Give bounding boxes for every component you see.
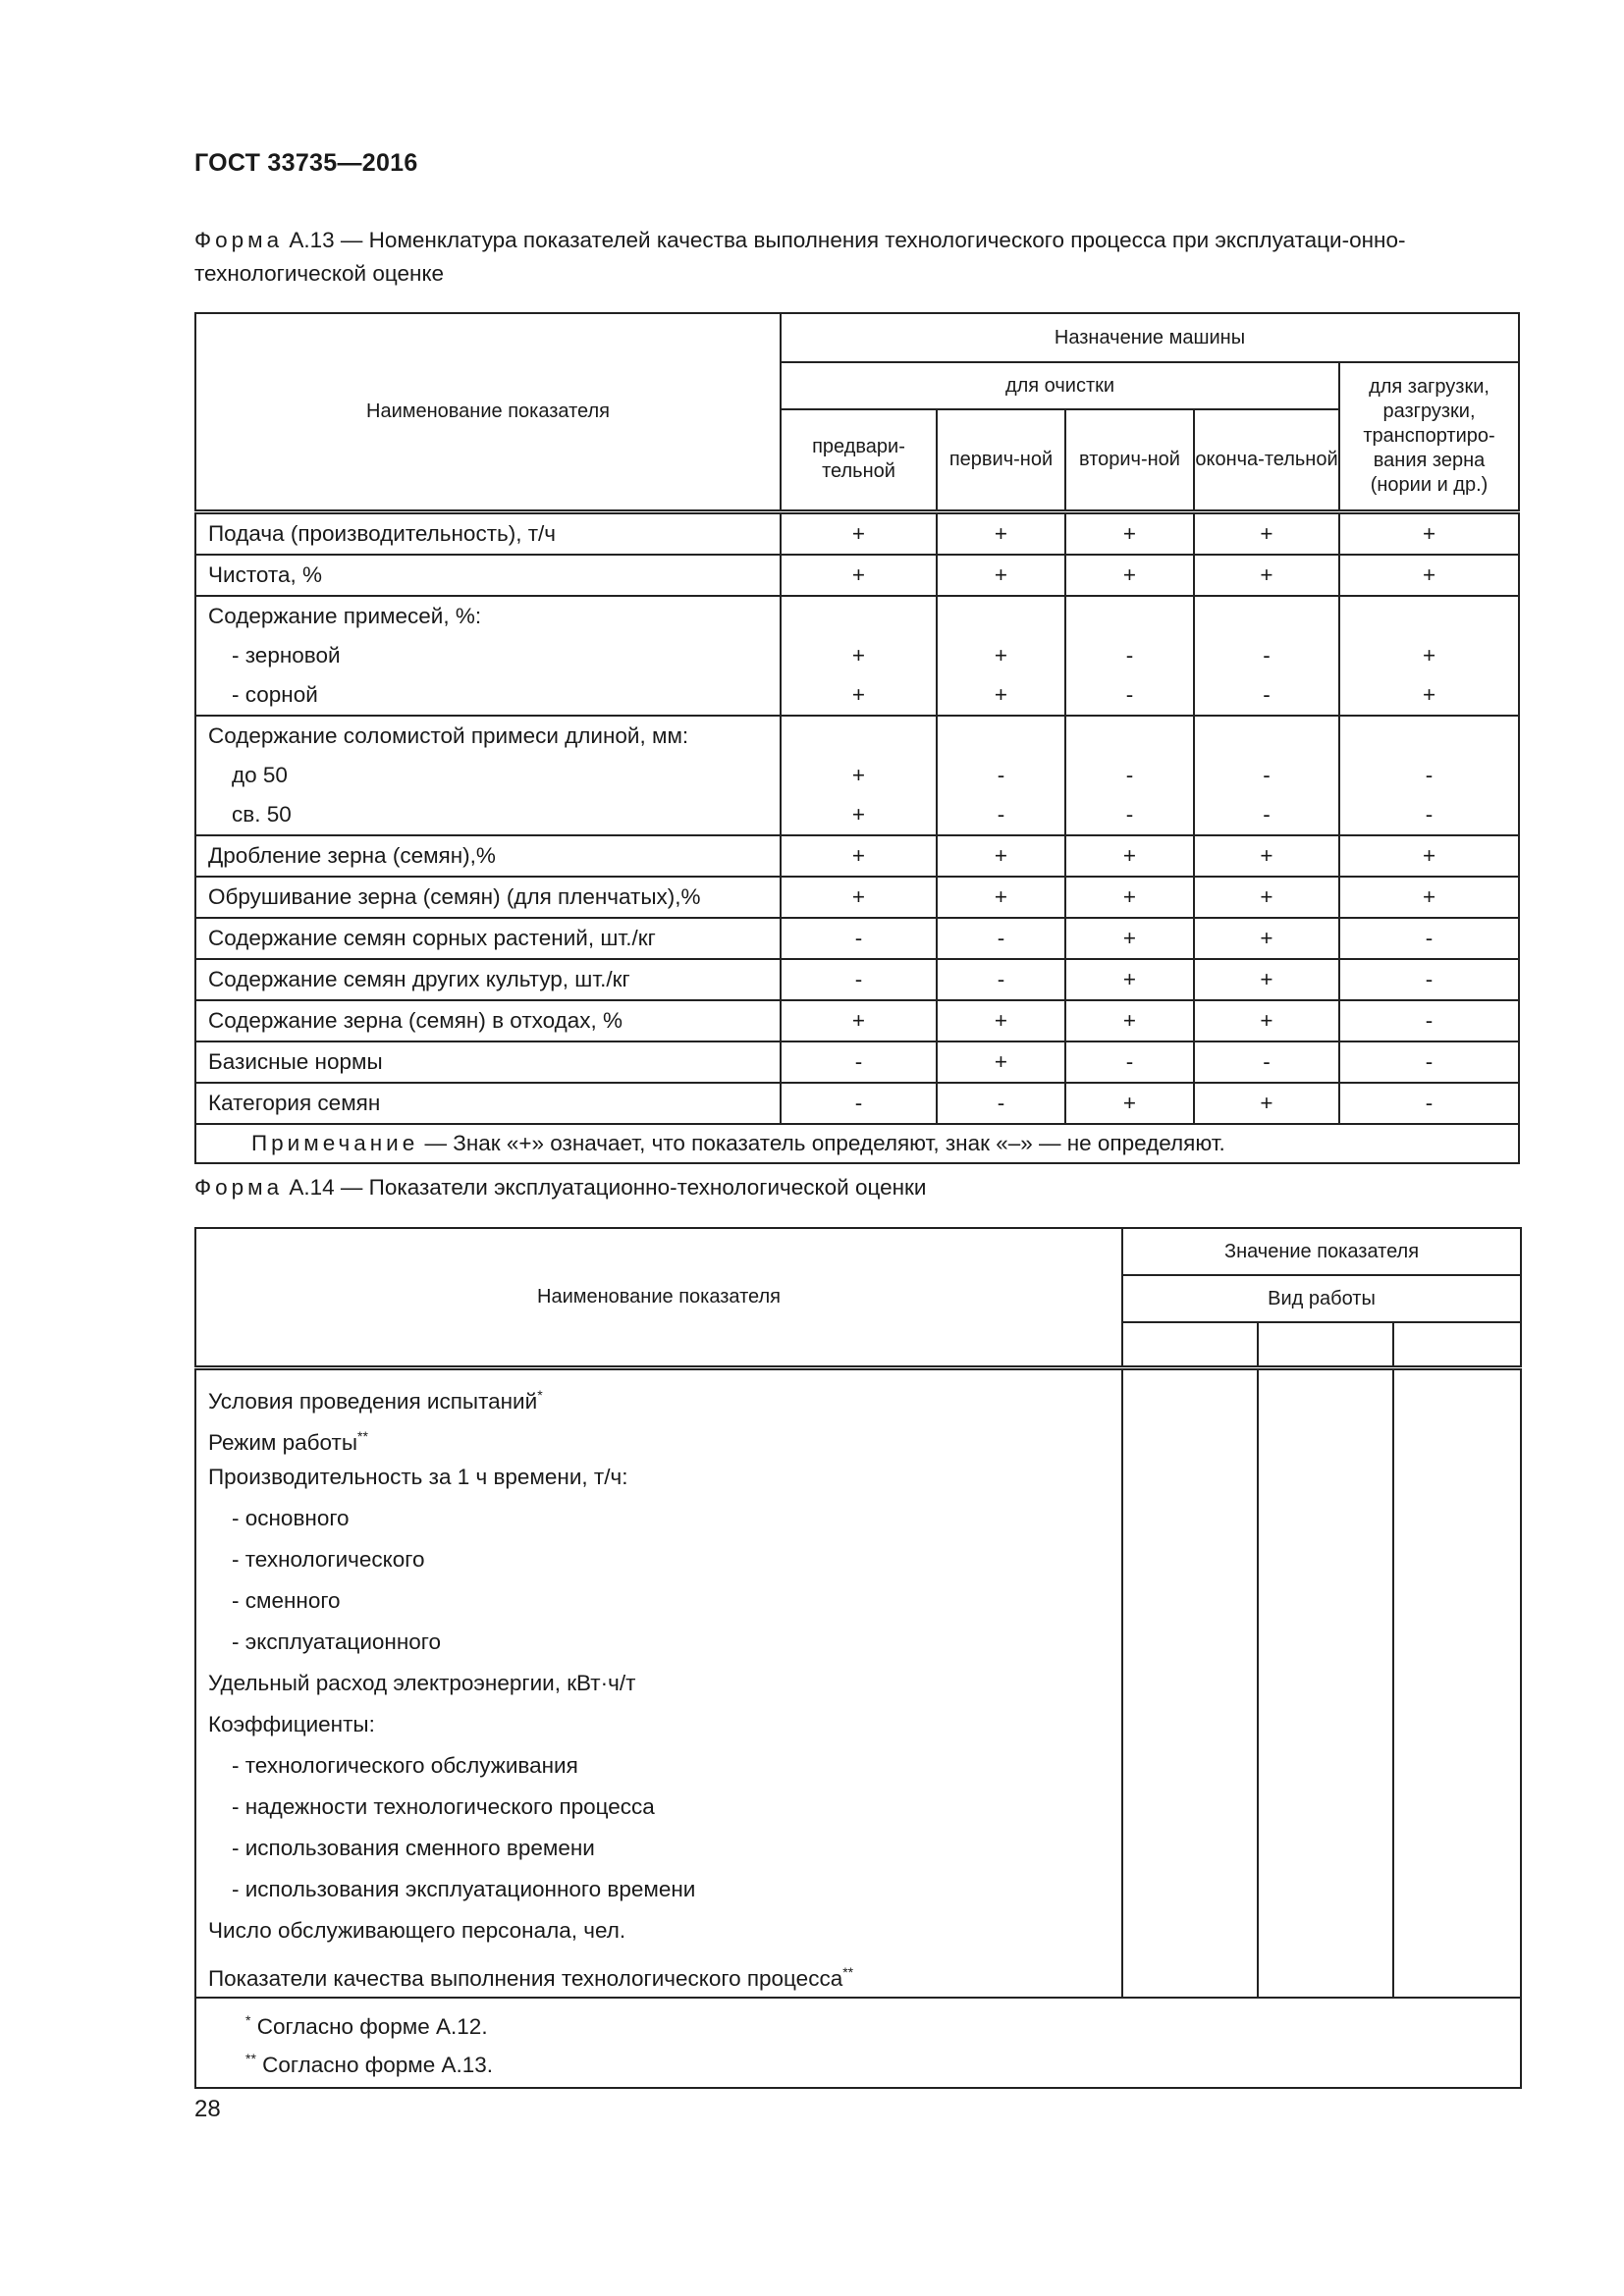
form13-sign-value: + bbox=[1260, 842, 1273, 868]
form13-sign-cell bbox=[937, 511, 1065, 555]
form14-indicator-line bbox=[208, 1580, 1121, 1622]
form14-indicator-text: - использования эксплуатационного времени bbox=[232, 1876, 696, 1901]
form13-row-line: Категория семян bbox=[208, 1090, 381, 1115]
form13-sign-cell bbox=[1339, 555, 1519, 596]
form13-sign-cell bbox=[781, 511, 937, 555]
form13-row-line: Чистота, % bbox=[208, 561, 322, 587]
footnote-text: Согласно форме А.13. bbox=[255, 2052, 494, 2077]
form13-sign-value: + bbox=[1260, 966, 1273, 991]
form13-sign-cell bbox=[781, 596, 937, 716]
form13-sign-cell bbox=[1065, 511, 1194, 555]
form13-sign-cell bbox=[781, 835, 937, 877]
form13-subcol-preliminary: предвари-тельной bbox=[781, 409, 937, 511]
form13-sign-cell bbox=[781, 959, 937, 1000]
form14-indicator-line bbox=[208, 1869, 1121, 1910]
form14-indicator-line bbox=[208, 1745, 1121, 1787]
form13-col-name: Наименование показателя bbox=[195, 313, 781, 511]
form14-indicator-line bbox=[208, 1498, 1121, 1539]
form13-sign-value: - bbox=[1263, 1048, 1271, 1074]
form14-col-value: Значение показателя bbox=[1122, 1228, 1521, 1275]
form13-sign-cell bbox=[1194, 511, 1339, 555]
form14-indicator-line bbox=[208, 1828, 1121, 1869]
form13-sign-cell bbox=[1339, 877, 1519, 918]
form14-indicator-line bbox=[208, 1457, 1121, 1498]
form14-value-col-2 bbox=[1258, 1367, 1393, 1998]
form13-row-line: Содержание зерна (семян) в отходах, % bbox=[208, 1007, 623, 1033]
form13-sign-cell bbox=[781, 1000, 937, 1041]
form13-sign-value bbox=[938, 597, 1064, 636]
form13-caption-text: А.13 — Номенклатура показателей качества выполнения технологического процесса при эксплуатаци-онно-технологической оценке bbox=[194, 228, 1406, 286]
form13-sign-cell bbox=[937, 1000, 1065, 1041]
form14-indicator-text: Удельный расход электроэнергии, кВт·ч/т bbox=[208, 1670, 636, 1695]
form13-sign-value: - bbox=[997, 1090, 1005, 1115]
form13-sign-value: + bbox=[851, 642, 866, 667]
form13-sign-value: + bbox=[1260, 520, 1273, 546]
form13-row-name bbox=[195, 716, 781, 835]
form14-value-col-3 bbox=[1393, 1367, 1521, 1998]
form13-sign-value bbox=[1340, 717, 1518, 756]
form14-indicator-line bbox=[208, 1622, 1121, 1663]
form14-indicator-text: Режим работы bbox=[208, 1429, 358, 1455]
footnote-text: Согласно форме А.12. bbox=[250, 2013, 488, 2039]
form13-sign-value: + bbox=[1122, 883, 1137, 909]
form13-row-name bbox=[195, 1000, 781, 1041]
form13-sign-cell bbox=[781, 877, 937, 918]
form13-sign-value: - bbox=[1125, 642, 1134, 667]
form13-sign-value: - bbox=[997, 801, 1005, 827]
form13-sign-value: - bbox=[1425, 801, 1434, 827]
form13-sign-cell bbox=[937, 596, 1065, 716]
form13-sign-value: + bbox=[1422, 561, 1436, 587]
form13-sign-value: + bbox=[851, 842, 866, 868]
form13-sign-cell bbox=[1339, 918, 1519, 959]
form13-row-name bbox=[195, 1041, 781, 1083]
form14-indicator-list bbox=[195, 1367, 1122, 1998]
form13-sign-cell bbox=[1339, 959, 1519, 1000]
form13-sign-cell bbox=[1194, 835, 1339, 877]
form13-sign-value: + bbox=[994, 1048, 1008, 1074]
form13-sign-value: + bbox=[851, 520, 866, 546]
form13-caption bbox=[194, 224, 1516, 291]
form14-indicator-line bbox=[208, 1910, 1121, 1951]
form13-sign-value bbox=[1066, 717, 1193, 756]
form13-sign-value: + bbox=[994, 681, 1008, 707]
form13-sign-cell bbox=[781, 555, 937, 596]
form13-sign-cell bbox=[1194, 877, 1339, 918]
form13-row-line: до 50 bbox=[232, 762, 288, 787]
form14-indicator-text: - надежности технологического процесса bbox=[232, 1793, 655, 1819]
form13-sign-value bbox=[938, 717, 1064, 756]
form13-sign-value: - bbox=[1425, 1090, 1434, 1115]
form13-sign-cell bbox=[1065, 1000, 1194, 1041]
form13-sign-cell bbox=[781, 1041, 937, 1083]
form13-sign-value: + bbox=[1422, 842, 1436, 868]
form13-sign-value: - bbox=[1425, 925, 1434, 950]
form13-sign-cell bbox=[1194, 1000, 1339, 1041]
form13-sign-cell bbox=[1194, 716, 1339, 835]
form13-row-name bbox=[195, 1083, 781, 1124]
form13-subcol-final: оконча-тельной bbox=[1194, 409, 1339, 511]
form13-sign-value: + bbox=[1260, 925, 1273, 950]
form13-sign-value: + bbox=[1260, 1007, 1273, 1033]
form13-sign-value: - bbox=[1125, 801, 1134, 827]
form14-value-col-1 bbox=[1122, 1367, 1258, 1998]
form13-sign-cell bbox=[937, 918, 1065, 959]
form13-sign-cell bbox=[1194, 596, 1339, 716]
form13-sign-value: + bbox=[994, 1007, 1008, 1033]
form14-indicator-line bbox=[208, 1415, 1121, 1457]
form14-col-name: Наименование показателя bbox=[195, 1228, 1122, 1367]
form13-sign-cell bbox=[1065, 555, 1194, 596]
form13-sign-cell bbox=[1194, 959, 1339, 1000]
form13-sign-cell bbox=[1339, 1083, 1519, 1124]
form13-sign-cell bbox=[1194, 1041, 1339, 1083]
form13-row-line: Содержание семян сорных растений, шт./кг bbox=[208, 925, 656, 950]
document-header: ГОСТ 33735—2016 bbox=[194, 149, 418, 177]
form13-sign-cell bbox=[1065, 716, 1194, 835]
form13-sign-cell bbox=[1194, 1083, 1339, 1124]
form13-sign-value: - bbox=[854, 925, 863, 950]
form13-sign-cell bbox=[937, 1041, 1065, 1083]
form13-sign-value: + bbox=[1122, 1007, 1137, 1033]
form14-indicator-text: - использования сменного времени bbox=[232, 1835, 595, 1860]
form13-row-name bbox=[195, 596, 781, 716]
form13-row-name bbox=[195, 877, 781, 918]
form13-sign-cell bbox=[781, 918, 937, 959]
form13-sign-value: - bbox=[854, 1090, 863, 1115]
form13-subcol-primary: первич-ной bbox=[937, 409, 1065, 511]
form14-indicator-text: Коэффициенты: bbox=[208, 1711, 375, 1736]
form14-worktype-cell-3 bbox=[1393, 1322, 1521, 1367]
form14-indicator-line bbox=[208, 1704, 1121, 1745]
form13-row-name bbox=[195, 959, 781, 1000]
form13-sign-value: + bbox=[1122, 520, 1137, 546]
form13-sign-value: + bbox=[851, 801, 866, 827]
form13-row-line: - зерновой bbox=[232, 642, 341, 667]
form13-subcol-secondary: вторич-ной bbox=[1065, 409, 1194, 511]
form13-row-name bbox=[195, 835, 781, 877]
form13-sign-value: - bbox=[1125, 762, 1134, 787]
form13-sign-value: + bbox=[994, 520, 1008, 546]
form14-worktype-cell-1 bbox=[1122, 1322, 1258, 1367]
form13-sign-value: + bbox=[1422, 681, 1436, 707]
form13-sign-value: + bbox=[1122, 561, 1137, 587]
form13-sign-value: - bbox=[997, 966, 1005, 991]
form14-indicator-line bbox=[208, 1787, 1121, 1828]
form13-col-purpose: Назначение машины bbox=[781, 313, 1519, 362]
form13-note-word: Примечание bbox=[251, 1130, 419, 1155]
footnote-mark: ** bbox=[245, 2050, 256, 2066]
form14-indicator-text: Показатели качества выполнения технологического процесса bbox=[208, 1965, 843, 1991]
form13-sign-value: - bbox=[854, 1048, 863, 1074]
form13-sign-value: + bbox=[994, 642, 1008, 667]
form13-sign-value bbox=[1195, 717, 1338, 756]
form13-sign-value: + bbox=[1422, 883, 1436, 909]
form13-sign-value: + bbox=[1422, 520, 1436, 546]
form14-indicator-text: - технологического bbox=[232, 1546, 425, 1572]
form13-sign-value: + bbox=[1122, 925, 1137, 950]
form13-sign-value: - bbox=[1125, 1048, 1134, 1074]
form13-sign-cell bbox=[1194, 918, 1339, 959]
form13-sign-value: - bbox=[1425, 966, 1434, 991]
form13-sign-value: - bbox=[997, 925, 1005, 950]
form14-indicator-line bbox=[208, 1539, 1121, 1580]
form14-indicator-line bbox=[208, 1663, 1121, 1704]
form14-caption-word: Форма bbox=[194, 1175, 284, 1200]
footnote-mark: ** bbox=[357, 1427, 368, 1444]
form13-sign-cell bbox=[1065, 959, 1194, 1000]
form13-sign-value: + bbox=[994, 883, 1008, 909]
form13-sign-value: - bbox=[1263, 681, 1271, 707]
form13-sign-value: - bbox=[1263, 801, 1271, 827]
form13-sign-cell bbox=[937, 1083, 1065, 1124]
form14-worktype-cell-2 bbox=[1258, 1322, 1393, 1367]
form13-sign-value bbox=[1066, 597, 1193, 636]
form13-sign-cell bbox=[1065, 877, 1194, 918]
form13-row-line: Содержание примесей, %: bbox=[208, 603, 482, 628]
form13-sign-value: + bbox=[851, 762, 866, 787]
form13-sign-value: - bbox=[1263, 642, 1271, 667]
form14-indicator-line bbox=[208, 1951, 1121, 1993]
form13-sign-value bbox=[1340, 597, 1518, 636]
form13-note-text: — Знак «+» означает, что показатель определяют, знак «–» — не определяют. bbox=[418, 1130, 1225, 1155]
form13-sign-cell bbox=[937, 835, 1065, 877]
form13-sign-cell bbox=[1065, 918, 1194, 959]
form13-row-line: Обрушивание зерна (семян) (для пленчатых),% bbox=[208, 883, 701, 909]
form13-sign-value: + bbox=[851, 681, 866, 707]
form14-indicator-text: - сменного bbox=[232, 1587, 341, 1613]
form13-sign-cell bbox=[937, 959, 1065, 1000]
form14-caption-text: А.14 — Показатели эксплуатационно-технологической оценки bbox=[289, 1175, 927, 1200]
form13-sign-value: + bbox=[1122, 842, 1137, 868]
form13-sign-value: - bbox=[1425, 762, 1434, 787]
form13-row-name bbox=[195, 511, 781, 555]
form13-sign-cell bbox=[1065, 1041, 1194, 1083]
form13-sign-value: + bbox=[1122, 1090, 1137, 1115]
form13-caption-word: Форма bbox=[194, 228, 284, 252]
form13-sign-cell bbox=[937, 555, 1065, 596]
form13-row-name bbox=[195, 918, 781, 959]
footnote-mark: * bbox=[537, 1386, 543, 1403]
form14-indicator-text: Производительность за 1 ч времени, т/ч: bbox=[208, 1464, 628, 1489]
form13-sign-value: - bbox=[1425, 1048, 1434, 1074]
form13-sign-value: + bbox=[1260, 883, 1273, 909]
form14-table bbox=[194, 1227, 1522, 2089]
form13-sign-value: - bbox=[1125, 681, 1134, 707]
form14-indicator-text: - эксплуатационного bbox=[232, 1629, 442, 1654]
form13-sign-value bbox=[782, 717, 936, 756]
form13-sign-value: + bbox=[1122, 966, 1137, 991]
form13-row-line: Дробление зерна (семян),% bbox=[208, 842, 496, 868]
form13-sign-cell bbox=[781, 1083, 937, 1124]
form13-col-cleaning: для очистки bbox=[781, 362, 1339, 409]
form14-indicator-text: Число обслуживающего персонала, чел. bbox=[208, 1917, 626, 1943]
form14-indicator-text: - технологического обслуживания bbox=[232, 1752, 578, 1778]
form13-sign-value: - bbox=[1425, 1007, 1434, 1033]
form13-sign-cell bbox=[1339, 596, 1519, 716]
form13-sign-cell bbox=[1065, 596, 1194, 716]
form13-sign-cell bbox=[1339, 1000, 1519, 1041]
form13-col-loading: для загрузки, разгрузки, транспортиро-вания зерна (нории и др.) bbox=[1339, 362, 1519, 511]
form13-sign-cell bbox=[1065, 835, 1194, 877]
form14-col-worktype: Вид работы bbox=[1122, 1275, 1521, 1322]
form13-sign-value: + bbox=[851, 1007, 866, 1033]
form14-footnote bbox=[245, 2043, 1520, 2081]
form13-row-line: св. 50 bbox=[232, 801, 292, 827]
form13-sign-value: + bbox=[994, 842, 1008, 868]
form13-sign-value: + bbox=[1260, 561, 1273, 587]
form13-sign-cell bbox=[781, 716, 937, 835]
form13-sign-value: - bbox=[854, 966, 863, 991]
form14-caption bbox=[194, 1171, 1516, 1204]
form13-sign-value: + bbox=[1260, 1090, 1273, 1115]
form13-row-line: Содержание семян других культур, шт./кг bbox=[208, 966, 630, 991]
form13-sign-value: + bbox=[1422, 642, 1436, 667]
form13-sign-cell bbox=[1194, 555, 1339, 596]
form13-sign-cell bbox=[937, 716, 1065, 835]
form13-sign-cell bbox=[1339, 835, 1519, 877]
form13-sign-value: + bbox=[851, 883, 866, 909]
form13-sign-value: - bbox=[997, 762, 1005, 787]
form13-sign-value bbox=[782, 597, 936, 636]
form13-row-line: Подача (производительность), т/ч bbox=[208, 520, 556, 546]
form14-indicator-text: - основного bbox=[232, 1505, 350, 1530]
form14-indicator-line bbox=[208, 1374, 1121, 1415]
form14-footnotes bbox=[195, 1998, 1521, 2088]
form13-sign-value: + bbox=[994, 561, 1008, 587]
form13-sign-value: + bbox=[851, 561, 866, 587]
form13-row-line: Базисные нормы bbox=[208, 1048, 383, 1074]
form13-sign-cell bbox=[1339, 716, 1519, 835]
form13-sign-cell bbox=[1065, 1083, 1194, 1124]
form13-row-name bbox=[195, 555, 781, 596]
footnote-mark: ** bbox=[842, 1963, 854, 1980]
form13-sign-cell bbox=[937, 877, 1065, 918]
footnote-mark: * bbox=[245, 2011, 251, 2028]
form13-table bbox=[194, 312, 1520, 1164]
form13-sign-value bbox=[1195, 597, 1338, 636]
form14-indicator-text: Условия проведения испытаний bbox=[208, 1388, 538, 1414]
form13-sign-value: - bbox=[1263, 762, 1271, 787]
form13-row-line: Содержание соломистой примеси длиной, мм: bbox=[208, 722, 689, 748]
form13-note bbox=[195, 1124, 1519, 1163]
form13-row-line: - сорной bbox=[232, 681, 318, 707]
form14-footnote bbox=[245, 2004, 1520, 2043]
form13-sign-cell bbox=[1339, 1041, 1519, 1083]
page-number: 28 bbox=[194, 2096, 221, 2122]
form13-sign-cell bbox=[1339, 511, 1519, 555]
